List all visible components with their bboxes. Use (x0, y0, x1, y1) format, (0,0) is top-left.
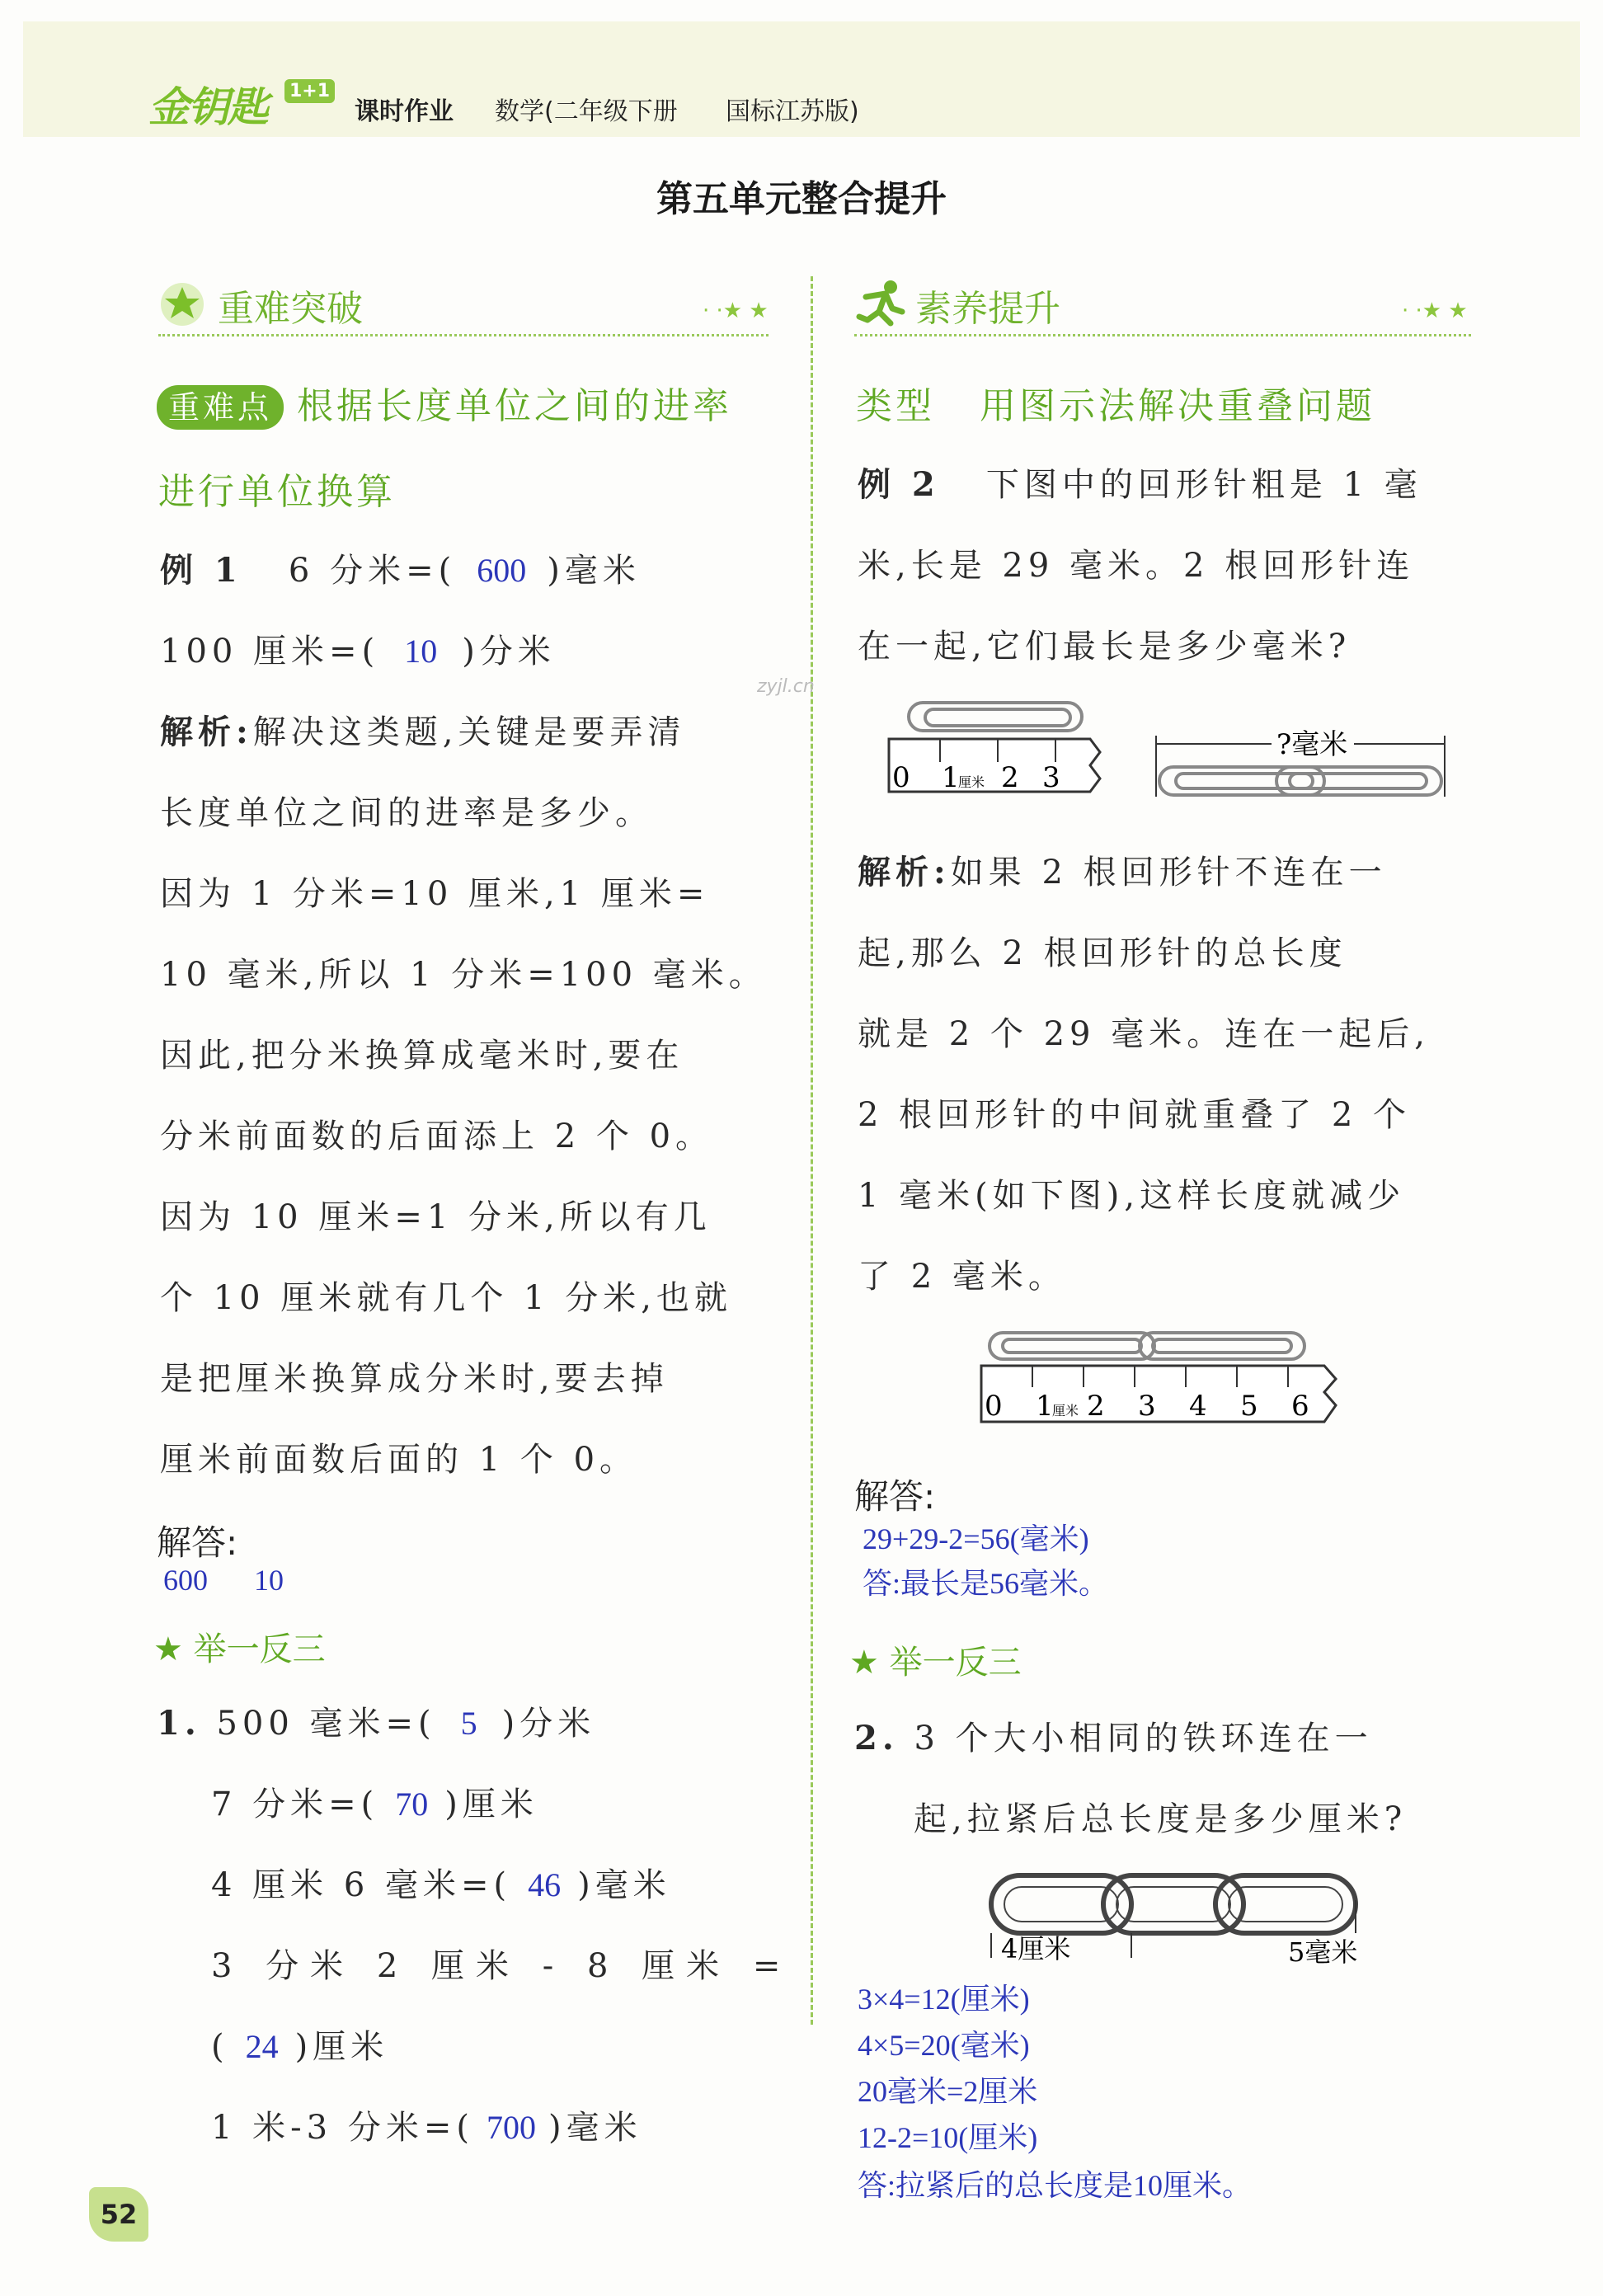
type-label: 类型 (856, 385, 935, 427)
ruler-tick-label: 2 (1087, 1390, 1105, 1423)
ruler-tick-label: 2 (1001, 761, 1019, 794)
analysis-line-7: 个 10 厘米就有几个 1 分米,也就 (160, 1279, 732, 1317)
type-text: 用图示法解决重叠问题 (979, 385, 1375, 427)
ruler-tick-label: 4 (1189, 1390, 1207, 1423)
section-underline (158, 334, 769, 336)
ruler-tick-label: 3 (1138, 1390, 1156, 1423)
analysis-line-0: 解析:解决这类题,关键是要弄清 (160, 713, 686, 751)
section-title-literacy: 素养提升 (915, 288, 1060, 330)
key-point-line1: 根据长度单位之间的进率 (297, 385, 733, 427)
figure-iron-rings (981, 1867, 1410, 1966)
analysis-line-1: 长度单位之间的进率是多少。 (160, 794, 653, 832)
analysis-line-2: 因为 1 分米=10 厘米,1 厘米= (160, 875, 710, 913)
practice-heading-left: ★ 举一反三 (153, 1630, 326, 1668)
analysis-line-5: 分米前面数的后面添上 2 个 0。 (160, 1117, 714, 1155)
brand-logo: 金钥匙 (148, 83, 267, 131)
answer-value-1: 600 (163, 1564, 208, 1597)
analysis-label: 解析: (160, 713, 253, 751)
paperclip-icon (909, 703, 1082, 731)
section-title-key-difficulty: 重难突破 (218, 288, 363, 330)
ex2-analysis-line-0: 解析:如果 2 根回形针不连在一 (858, 853, 1387, 892)
exercise1-answer-5: 700 (486, 2109, 536, 2146)
exercise1-item-5: 1 米-3 分米=( 700 )毫米 (211, 2109, 642, 2147)
exercise1-number: 1. (157, 1704, 201, 1743)
type-heading (856, 376, 1375, 429)
page-title: 第五单元整合提升 (656, 178, 947, 220)
key-point-tag: 重难点 (157, 385, 284, 430)
exercise2-answer-3: 12-2=10(厘米) (858, 2121, 1038, 2154)
ruler-tick-label: 0 (985, 1390, 1003, 1423)
stars-decoration-icon: · ·★ ★ (1402, 299, 1468, 323)
analysis-line-9: 厘米前面数后面的 1 个 0。 (160, 1441, 638, 1479)
example2-line-1: 米,长是 29 毫米。2 根回形针连 (858, 547, 1415, 585)
example1-answer2: 10 (404, 633, 438, 670)
chain-rings-icon (991, 1875, 1356, 1933)
exercise1-item-3: 3 分米 2 厘米 - 8 厘米 = (211, 1947, 792, 1985)
exercise1-item-2: 4 厘米 6 毫米=( 46 )毫米 (211, 1866, 671, 1904)
ruler-tick-label: 1 (1036, 1390, 1054, 1423)
answer-value-2: 10 (254, 1564, 284, 1597)
joined-paperclips-icon (1156, 727, 1445, 797)
flower-icon (158, 280, 206, 328)
ruler-tick-label: 3 (1042, 761, 1060, 794)
exercise2-answer-2: 20毫米=2厘米 (858, 2075, 1038, 2108)
example2-label: 例 2 (858, 465, 940, 504)
question-label: ?毫米 (1276, 728, 1348, 761)
ex2-analysis-line-3: 2 根回形针的中间就重叠了 2 个 (858, 1096, 1412, 1134)
ruler-unit-label: 厘米 (958, 774, 985, 790)
exercise1-answer-2: 46 (528, 1866, 562, 1903)
exercise1-answer-1: 70 (395, 1786, 429, 1823)
example2-line-2: 在一起,它们最长是多少毫米? (858, 628, 1352, 666)
ruler-icon (981, 1366, 1336, 1423)
ex2-analysis-line-5: 了 2 毫米。 (858, 1258, 1066, 1296)
key-point-heading (157, 376, 732, 430)
header-subject: 数学(二年级下册 (495, 97, 678, 126)
running-person-icon (854, 279, 905, 330)
practice-heading-right: ★ 举一反三 (849, 1644, 1022, 1682)
exercise1-item-0: 1. 500 毫米=( 5 )分米 (157, 1704, 596, 1743)
analysis-line-4: 因此,把分米换算成毫米时,要在 (160, 1037, 684, 1075)
ex2-analysis-line-2: 就是 2 个 29 毫米。连在一起后, (858, 1015, 1430, 1053)
example2-line-0: 例 2 下图中的回形针粗是 1 毫 (858, 465, 1422, 504)
watermark: zyjl.cn (757, 676, 815, 697)
overlapping-paperclips-icon (990, 1333, 1304, 1359)
header-edition: 国标江苏版) (726, 97, 859, 126)
example1-label: 例 1 (160, 551, 242, 590)
stars-decoration-icon: · ·★ ★ (703, 299, 769, 323)
exercise2-number: 2. (854, 1719, 899, 1757)
ex2-analysis-label: 解析: (858, 853, 951, 892)
exercise1-answer-4: 24 (245, 2028, 279, 2065)
star-icon: ★ (849, 1644, 879, 1682)
ex2-answer-line-0: 29+29-2=56(毫米) (863, 1522, 1089, 1555)
figure-paperclip-ruler (884, 698, 1453, 805)
example1-q1: 例 1 6 分米=( 600 )毫米 (160, 551, 641, 590)
ex2-analysis-line-4: 1 毫米(如下图),这样长度就减少 (858, 1177, 1406, 1215)
ruler-unit-label: 厘米 (1052, 1403, 1079, 1419)
exercise1-item-4: ( 24 )厘米 (211, 2028, 389, 2066)
exercise2-line-1: 2. 3 个大小相同的铁环连在一 (854, 1719, 1373, 1757)
ruler-tick-label: 5 (1240, 1390, 1258, 1423)
star-icon: ★ (153, 1630, 183, 1668)
example1-answer1: 600 (477, 552, 527, 589)
key-point-line2: 进行单位换算 (158, 471, 396, 513)
ring-width-label: 4厘米 (1001, 1933, 1071, 1964)
exercise2-answer-4: 答:拉紧后的总长度是10厘米。 (858, 2169, 1253, 2202)
ex2-answer-line-1: 答:最长是56毫米。 (863, 1567, 1109, 1600)
ring-thickness-label: 5毫米 (1288, 1936, 1358, 1966)
analysis-line-8: 是把厘米换算成分米时,要去掉 (160, 1360, 669, 1398)
exercise1-answer-0: 5 (460, 1705, 477, 1742)
header-series: 课时作业 (355, 97, 454, 126)
answer-label: 解答: (157, 1522, 238, 1563)
ruler-icon (889, 739, 1100, 794)
ruler-tick-label: 0 (892, 761, 910, 794)
ruler-tick-label: 1 (942, 761, 960, 794)
example1-q2: 100 厘米=( 10 )分米 (160, 633, 556, 670)
section-underline (854, 334, 1471, 336)
ex2-analysis-line-1: 起,那么 2 根回形针的总长度 (858, 934, 1347, 972)
figure-overlap-ruler (978, 1328, 1349, 1435)
ex2-answer-label: 解答: (854, 1476, 936, 1517)
exercise1-item-1: 7 分米=( 70 )厘米 (211, 1786, 538, 1823)
exercise2-answer-1: 4×5=20(毫米) (858, 2029, 1030, 2062)
exercise2-answer-0: 3×4=12(厘米) (858, 1983, 1030, 2016)
analysis-line-6: 因为 10 厘米=1 分米,所以有几 (160, 1198, 712, 1236)
analysis-line-3: 10 毫米,所以 1 分米=100 毫米。 (160, 956, 767, 994)
page-number: 52 (89, 2187, 148, 2242)
brand-badge: 1+1 (284, 79, 335, 103)
exercise2-line-2: 起,拉紧后总长度是多少厘米? (914, 1800, 1408, 1838)
column-divider (811, 276, 813, 2025)
ruler-tick-label: 6 (1291, 1390, 1309, 1423)
